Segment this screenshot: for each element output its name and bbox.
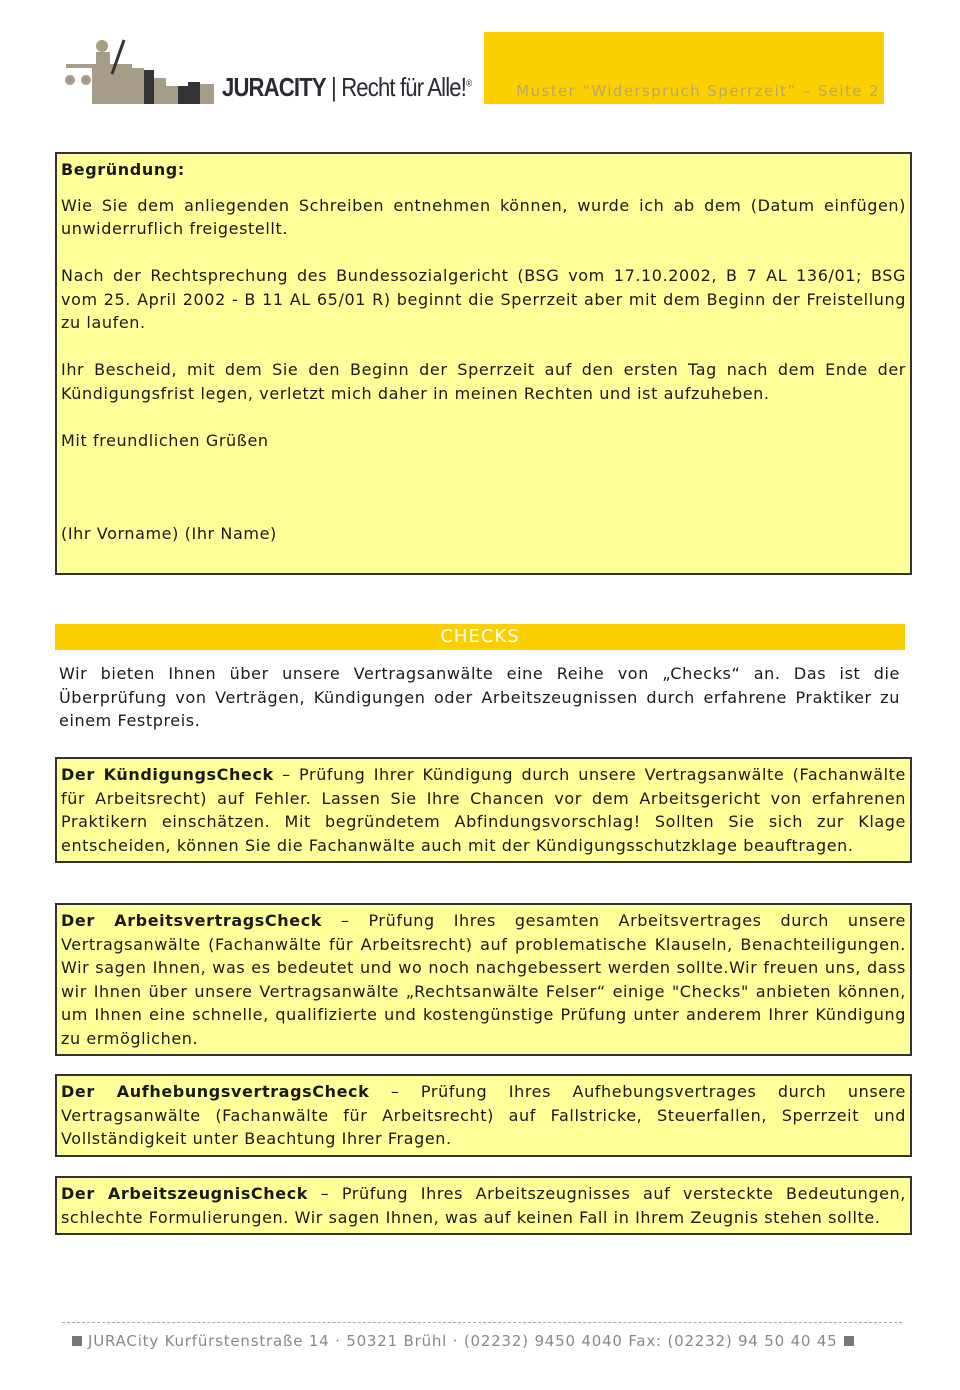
juracity-logo	[62, 34, 482, 104]
check-item	[55, 1074, 912, 1157]
letter-paragraph: Ihr Bescheid, mit dem Sie den Beginn der Sperrzeit auf den ersten Tag nach dem Ende der Kündigungsfrist legen, verletzt mich daher in meinen Rechten und ist aufzuheben.	[61, 360, 906, 403]
header-title-box	[484, 32, 884, 104]
check-item	[55, 757, 912, 863]
check-description: – Prüfung Ihres gesamten Arbeitsvertrages durch unsere Vertragsanwälte (Fachanwälte für Arbeitsrecht) auf problematische Klauseln, Benachteiligungen. Wir sagen Ihnen, was es bedeutet und wo noch nachgebessert werden sollte.Wir freuen uns, dass wir Ihnen über unsere Vertragsanwälte „Rechtsanwälte Felser“ einige "Checks" anbieten können, um Ihnen eine schnelle, qualifizierte und kostengünstige Prüfung unter anderem Ihrer Kündigung zu ermöglichen.	[61, 911, 906, 1048]
square-bullet-icon	[844, 1336, 854, 1346]
logo-brand: JURACITY	[222, 72, 326, 102]
logo-tagline: | Recht für Alle!	[331, 72, 467, 102]
letter-box	[55, 152, 912, 575]
check-name: Der KündigungsCheck	[61, 765, 274, 784]
checks-intro: Wir bieten Ihnen über unsere Vertragsanwälte eine Reihe von „Checks“ an. Das ist die Überprüfung von Verträgen, Kündigungen oder Arbeitszeugnissen durch erfahrene Praktiker zu einem Festpreis.	[59, 664, 900, 730]
square-bullet-icon	[72, 1336, 82, 1346]
letter-closing: Mit freundlichen Grüßen	[61, 430, 269, 450]
letter-heading: Begründung:	[61, 160, 185, 179]
check-description: – Prüfung Ihrer Kündigung durch unsere Vertragsanwälte (Fachanwälte für Arbeitsrecht) auf Fehler. Lassen Sie Ihre Chancen vor dem Arbeitsgericht von erfahrenen Praktikern einschätzen. Mit begründetem Abfindungsvorschlag! Sollten Sie sich zur Klage entscheiden, können Sie die Fachanwälte auch mit der Kündigungsschutzklage beauftragen.	[61, 765, 906, 855]
justitia-logo-icon	[62, 34, 222, 104]
check-item	[55, 1176, 912, 1235]
check-name: Der ArbeitszeugnisCheck	[61, 1184, 309, 1203]
letter-signature: (Ihr Vorname) (Ihr Name)	[61, 524, 277, 543]
checks-heading: CHECKS	[55, 624, 905, 650]
check-description: – Prüfung Ihres Arbeitszeugnisses auf versteckte Bedeutungen, schlechte Formulierungen. Wir sagen Ihnen, was auf keinen Fall in Ihrem Zeugnis stehen sollte.	[61, 1184, 906, 1227]
footer-divider	[62, 1322, 902, 1323]
check-name: Der AufhebungsvertragsCheck	[61, 1082, 370, 1101]
check-item	[55, 903, 912, 1056]
footer-address: JURACity Kurfürstenstraße 14 · 50321 Brühl · (02232) 9450 4040 Fax: (02232) 94 50 40 45	[88, 1332, 838, 1350]
letter-paragraph: Nach der Rechtsprechung des Bundessozialgericht (BSG vom 17.10.2002, B 7 AL 136/01; BSG vom 25. April 2002 - B 11 AL 65/01 R) beginnt die Sperrzeit aber mit dem Beginn der Freistellung zu laufen.	[61, 266, 906, 332]
logo-reg: ®	[466, 78, 472, 90]
letter-paragraph: Wie Sie dem anliegenden Schreiben entnehmen können, wurde ich ab dem (Datum einfügen) unwiderruflich freigestellt.	[61, 195, 906, 238]
header-title: Muster “Widerspruch Sperrzeit” – Seite 2	[516, 82, 880, 100]
footer	[66, 1332, 860, 1350]
check-description: – Prüfung Ihres Aufhebungsvertrages durch unsere Vertragsanwälte (Fachanwälte für Arbeitsrecht) auf Fallstricke, Steuerfallen, Sperrzeit und Vollständigkeit unter Beachtung Ihrer Fragen.	[61, 1082, 906, 1148]
check-name: Der ArbeitsvertragsCheck	[61, 911, 323, 930]
